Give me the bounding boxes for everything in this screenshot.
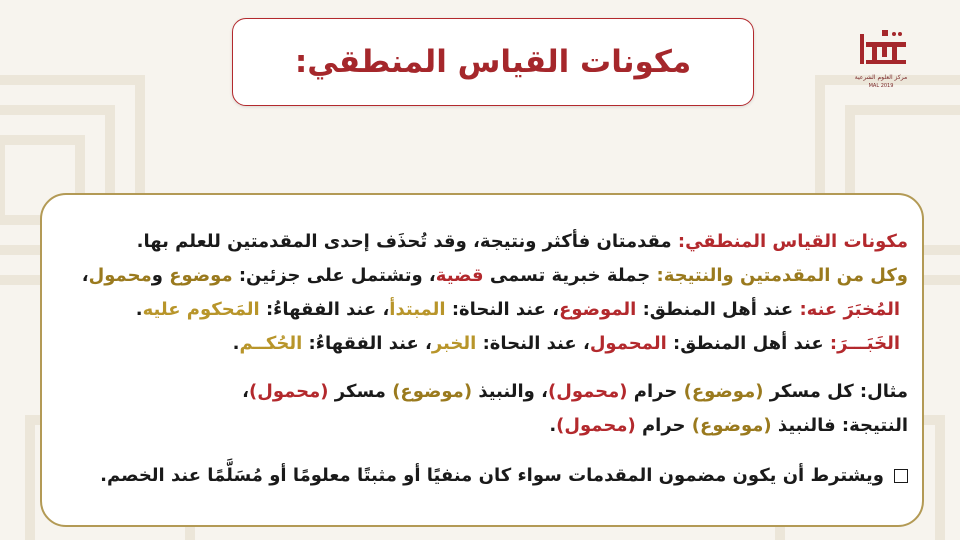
line-condition <box>100 465 908 486</box>
line-premises <box>82 265 908 286</box>
period: . <box>232 333 240 354</box>
predicate-fiqh-value: الحُكــم <box>239 333 303 354</box>
premises-text: جملة خبرية تسمى <box>483 265 657 286</box>
premises-term: وكل من المقدمتين والنتيجة: <box>656 265 908 286</box>
qadiya-term: قضية <box>435 265 484 286</box>
subject-grammar: ، عند النحاة: <box>445 299 560 320</box>
predicate-grammar-value: الخبر <box>431 333 477 354</box>
conj: و <box>151 265 170 286</box>
mahmul-term: محمول <box>88 265 152 286</box>
comma: ، <box>81 265 89 286</box>
example-text-4: مسكر <box>328 381 393 402</box>
period: . <box>549 415 557 436</box>
example-mawdu-2: (موضوع) <box>392 381 473 402</box>
premises-text-2: ، وتشتمل على جزئين: <box>232 265 436 286</box>
mawdu-term: موضوع <box>169 265 233 286</box>
subject-term: المُخبَرَ عنه: <box>799 299 900 320</box>
definition-text: مقدمتان فأكثر ونتيجة، وقد تُحذَف إحدى المقدمتين للعلم بها. <box>136 231 678 252</box>
logo-mark-icon <box>854 28 910 72</box>
conclusion-mahmul: (محمول) <box>556 415 636 436</box>
example-text: مثال: كل مسكر <box>763 381 908 402</box>
line-subject <box>136 299 900 320</box>
content-box <box>40 193 924 527</box>
example-text-3: ، والنبيذ <box>472 381 548 402</box>
comma: ، <box>242 381 249 402</box>
example-mawdu-1: (موضوع) <box>683 381 764 402</box>
logo-subtitle: مركز العلوم الشرعية <box>854 74 908 81</box>
predicate-logic: عند أهل المنطق: <box>666 333 830 354</box>
predicate-logic-value: المحمول <box>589 333 667 354</box>
conclusion-text-2: حرام <box>635 415 692 436</box>
page-title: مكونات القياس المنطقي: <box>294 44 692 80</box>
predicate-fiqh: ، عند الفقهاءُ: <box>302 333 432 354</box>
subject-logic: عند أهل المنطق: <box>636 299 800 320</box>
line-predicate <box>233 333 900 354</box>
logo-tagline: MAL 2019 <box>868 83 894 89</box>
example-mahmul-1: (محمول) <box>547 381 628 402</box>
title-box <box>232 18 754 106</box>
example-text-2: حرام <box>627 381 684 402</box>
subject-logic-value: الموضوع <box>559 299 637 320</box>
subject-fiqh: ، عند الفقهاءُ: <box>259 299 390 320</box>
conclusion-text: النتيجة: فالنبيذ <box>771 415 908 436</box>
definition-term: مكونات القياس المنطقي: <box>677 231 908 252</box>
condition-text: ويشترط أن يكون مضمون المقدمات سواء كان منفيًا أو مثبتًا معلومًا أو مُسَلَّمًا عند الخصم. <box>100 465 884 486</box>
logo <box>850 28 912 94</box>
predicate-term: الخَبَـــرَ: <box>829 333 900 354</box>
subject-fiqh-value: المَحكوم عليه <box>142 299 260 320</box>
period: . <box>135 299 143 320</box>
line-example <box>242 381 908 402</box>
subject-grammar-value: المبتدأ <box>389 299 446 320</box>
line-conclusion <box>549 415 908 436</box>
example-mahmul-2: (محمول) <box>248 381 329 402</box>
checkbox-icon <box>894 469 908 483</box>
line-definition <box>137 231 908 252</box>
conclusion-mawdu: (موضوع) <box>691 415 772 436</box>
predicate-grammar: ، عند النحاة: <box>476 333 590 354</box>
